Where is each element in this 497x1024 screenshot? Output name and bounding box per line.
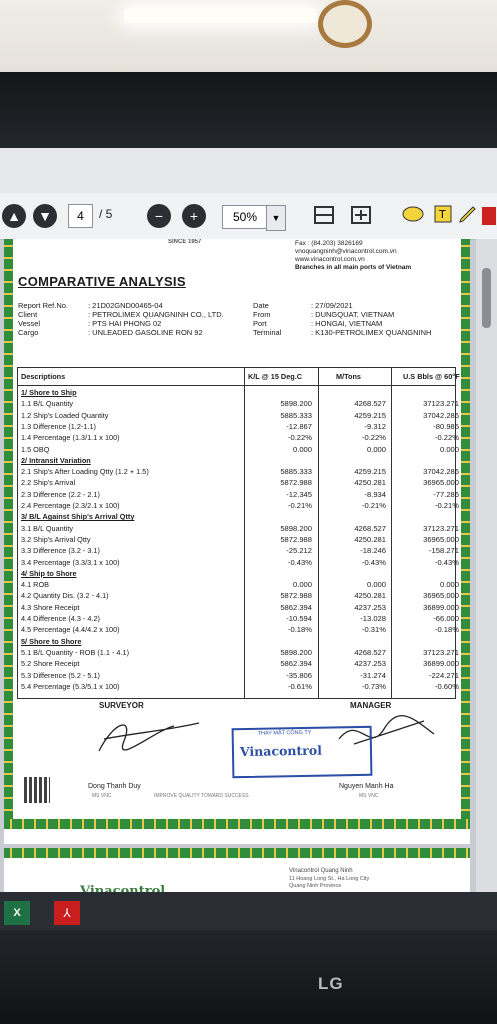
cell-mt: -0.73% (361, 681, 386, 691)
tab-bar (0, 148, 497, 193)
cell-kl: -0.22% (287, 433, 312, 443)
row-description: 2.1 Ship's After Loading Qtty (1.2 + 1.5) (21, 467, 149, 477)
cell-mt: 4250.281 (354, 591, 386, 601)
since-text: SINCE 1957 (168, 239, 202, 245)
cell-kl: 0.000 (292, 444, 312, 454)
info-label: Vessel (18, 319, 41, 328)
section-heading: 5/ Shore to Shore (21, 636, 82, 646)
next-page-border (4, 848, 470, 858)
row-description: 2.2 Ship's Arrival (21, 478, 76, 488)
header-bbls: U.S Bbls @ 60°F (403, 372, 460, 381)
cell-kl: 5898.200 (280, 399, 312, 409)
cell-bbl: -0.21% (434, 501, 459, 510)
cell-kl: 5862.394 (280, 602, 312, 612)
zoom-in-icon[interactable]: + (182, 204, 206, 228)
surveyor-code: MS VNC (92, 793, 112, 799)
fit-page-icon[interactable] (312, 204, 336, 226)
info-label: Date (253, 301, 269, 310)
cell-mt: -13.028 (360, 614, 386, 623)
next-page-address2: Quang Ninh Province (289, 883, 342, 889)
monitor-bezel-top (0, 72, 497, 148)
cell-bbl: -66.000 (433, 614, 459, 623)
row-description: 1.3 Difference (1.2-1.1) (21, 421, 96, 431)
row-description: 3.3 Difference (3.2 - 3.1) (21, 546, 100, 556)
website-text: www.vinacontrol.com.vn (295, 256, 365, 263)
cell-mt: 0.000 (366, 444, 386, 454)
manager-name: Nguyen Manh Ha (339, 783, 394, 790)
cell-kl: -0.18% (287, 625, 312, 635)
cell-bbl: 37123.271 (423, 523, 459, 533)
section-heading: 4/ Ship to Shore (21, 568, 77, 578)
row-description: 5.4 Percentage (5.3/5.1 x 100) (21, 681, 120, 691)
row-description: 1.4 Percentage (1.3/1.1 x 100) (21, 433, 120, 443)
info-label: Terminal (253, 328, 282, 337)
cell-kl: 5862.394 (280, 659, 312, 669)
slogan: IMPROVE QUALITY TOWARD SUCCESS (154, 793, 249, 799)
info-value: : 21D02GND00465-04 (88, 301, 163, 310)
cell-kl: 5885.333 (280, 467, 312, 477)
info-value: : K130-PETROLIMEX QUANGNINH (311, 328, 432, 337)
row-description: 5.1 B/L Quantity - ROB (1.1 - 4.1) (21, 647, 130, 657)
manager-label: MANAGER (350, 701, 392, 710)
next-page-address1: 11 Hoang Long St., Ha Long City (289, 876, 370, 882)
cell-kl: -10.594 (286, 614, 312, 623)
cell-bbl: 0.000 (439, 580, 459, 590)
info-value: : 27/09/2021 (311, 301, 353, 310)
zoom-dropdown-button[interactable]: ▼ (266, 205, 286, 231)
pdf-page (4, 239, 470, 844)
cell-mt: 4237.253 (354, 659, 386, 669)
row-description: 4.4 Difference (4.3 - 4.2) (21, 614, 100, 623)
stamp-top-text: THAY MẶT CÔNG TY (257, 729, 312, 737)
monitor-brand-logo: LG (318, 974, 344, 993)
cell-bbl: 37123.271 (423, 399, 459, 409)
cell-mt: 4237.253 (354, 602, 386, 612)
cell-mt: 0.000 (366, 580, 386, 590)
section-heading: 3/ B/L Against Ship's Arrival Qtty (21, 512, 135, 522)
cell-bbl: 36899.000 (423, 659, 459, 669)
cell-kl: -0.43% (287, 557, 312, 567)
cell-kl: 5872.988 (280, 478, 312, 488)
comparison-table (17, 367, 460, 699)
page-border-left (4, 239, 13, 829)
cell-kl: -0.61% (287, 681, 312, 691)
cell-mt: -9.312 (364, 421, 386, 431)
info-label: From (253, 310, 271, 319)
email-text: vnoquangninh@vinacontrol.com.vn (295, 248, 397, 255)
info-label: Port (253, 319, 267, 328)
cell-bbl: -0.43% (434, 557, 459, 567)
row-description: 2.4 Percentage (2.3/2.1 x 100) (21, 501, 120, 510)
company-stamp (232, 726, 373, 778)
cell-kl: -12.345 (286, 489, 312, 499)
pen-tool-icon[interactable] (456, 204, 480, 226)
cell-bbl: 37042.286 (423, 410, 459, 420)
row-description: 1.2 Ship's Loaded Quantity (21, 410, 109, 420)
fax-text: Fax : (84.203) 3826169 (295, 240, 363, 247)
surveyor-name: Dong Thanh Duy (88, 783, 141, 790)
manager-code: MS VNC (359, 793, 379, 799)
row-description: 1.5 OBQ (21, 444, 50, 454)
info-value: : PETROLIMEX QUANGNINH CO., LTD. (88, 310, 224, 319)
cell-mt: 4268.527 (354, 647, 386, 657)
row-description: 5.2 Shore Receipt (21, 659, 80, 669)
cell-kl: 5898.200 (280, 647, 312, 657)
cell-mt: -0.31% (361, 625, 386, 635)
header-mtons: M/Tons (336, 372, 361, 381)
fit-width-icon[interactable] (349, 204, 373, 226)
surveyor-signature (94, 711, 204, 759)
section-heading: 1/ Shore to Ship (21, 388, 77, 397)
cell-bbl: 37042.286 (423, 467, 459, 477)
cell-bbl: 36965.000 (423, 591, 459, 601)
cell-bbl: 36965.000 (423, 534, 459, 544)
page-total: / 5 (99, 207, 113, 221)
row-description: 4.5 Percentage (4.4/4.2 x 100) (21, 625, 120, 635)
cell-kl: -25.212 (286, 546, 312, 556)
cell-bbl: -224.271 (429, 670, 459, 680)
monitor-bezel-bottom (0, 930, 497, 1024)
cell-mt: -18.246 (360, 546, 386, 556)
zoom-level-field[interactable]: 50% (222, 205, 268, 229)
row-description: 1.1 B/L Quantity (21, 399, 74, 409)
previous-page-icon[interactable]: ▲ (2, 204, 26, 228)
info-label: Cargo (18, 328, 39, 337)
cell-bbl: 36899.000 (423, 602, 459, 612)
stamp-name: Vinacontrol (239, 742, 323, 760)
section-heading: 2/ Intransit Variation (21, 455, 91, 465)
cell-bbl: -158.271 (429, 546, 459, 556)
row-description: 5.3 Difference (5.2 - 5.1) (21, 670, 100, 680)
page-border-bottom (4, 819, 470, 829)
info-label: Report Ref.No. (18, 301, 69, 310)
text-tool-icon[interactable] (432, 204, 456, 226)
zoom-out-icon[interactable]: − (147, 204, 171, 228)
vertical-scrollbar[interactable] (476, 239, 497, 892)
monitor-screen (0, 148, 497, 936)
surveyor-label: SURVEYOR (99, 701, 144, 710)
cell-mt: -0.22% (361, 433, 386, 443)
cell-bbl: -77.286 (433, 489, 459, 499)
cell-mt: -0.21% (361, 501, 386, 510)
cell-kl: 0.000 (292, 580, 312, 590)
pdf-toolbar (0, 193, 497, 240)
cell-kl: 5885.333 (280, 410, 312, 420)
cell-kl: -0.21% (287, 501, 312, 510)
cell-mt: 4250.281 (354, 478, 386, 488)
red-tool-icon[interactable] (482, 207, 496, 225)
cell-mt: -31.274 (360, 670, 386, 680)
info-value: : DUNGQUAT, VIETNAM (311, 310, 395, 319)
cell-mt: -0.43% (361, 557, 386, 567)
header-kl: K/L @ 15 Deg.C (248, 372, 303, 381)
cell-bbl: -0.60% (434, 681, 459, 691)
row-description: 3.1 B/L Quantity (21, 523, 74, 533)
cell-mt: 4259.215 (354, 467, 386, 477)
cell-kl: 5872.988 (280, 534, 312, 544)
cell-mt: 4268.527 (354, 523, 386, 533)
cell-kl: -35.806 (286, 670, 312, 680)
info-value: : HONGAI, VIETNAM (311, 319, 383, 328)
wall-clock (318, 0, 372, 48)
excel-taskbar-icon[interactable]: X (4, 901, 30, 925)
svg-text:T: T (439, 208, 446, 221)
cell-kl: 5872.988 (280, 591, 312, 601)
next-page-icon[interactable]: ▼ (33, 204, 57, 228)
row-description: 4.3 Shore Receipt (21, 602, 80, 612)
cell-kl: -12.867 (286, 421, 312, 431)
cell-bbl: 37123.271 (423, 647, 459, 657)
page-border-right (461, 239, 470, 829)
row-description: 4.1 ROB (21, 580, 49, 590)
row-description: 2.3 Difference (2.2 - 2.1) (21, 489, 100, 499)
cell-bbl: -0.18% (434, 625, 459, 635)
branches-text: Branches in all main ports of Vietnam (295, 264, 412, 271)
cell-mt: 4250.281 (354, 534, 386, 544)
row-description: 4.2 Quantity Dis. (3.2 - 4.1) (21, 591, 109, 601)
cell-mt: 4268.527 (354, 399, 386, 409)
cell-bbl: -80.985 (433, 421, 459, 431)
info-value: : PTS HAI PHONG 02 (88, 319, 162, 328)
info-label: Client (18, 310, 38, 319)
cell-bbl: 0.000 (439, 444, 459, 454)
row-description: 3.2 Ship's Arrival Qtty (21, 534, 91, 544)
cell-bbl: -0.22% (434, 433, 459, 443)
comment-icon[interactable] (401, 204, 425, 226)
document-title: COMPARATIVE ANALYSIS (18, 274, 186, 289)
next-page-company: Vinacontrol Quang Ninh (289, 868, 353, 874)
cell-mt: 4259.215 (354, 410, 386, 420)
header-descriptions: Descriptions (21, 372, 66, 381)
ceiling-lamp (124, 8, 316, 23)
row-description: 3.4 Percentage (3.3/3.1 x 100) (21, 557, 120, 567)
cell-bbl: 36965.000 (423, 478, 459, 488)
qr-code (24, 777, 50, 803)
scrollbar-thumb[interactable] (482, 268, 491, 328)
page-number-input[interactable]: 4 (68, 204, 93, 228)
cell-mt: -8.934 (364, 489, 386, 499)
info-value: : UNLEADED GASOLINE RON 92 (88, 328, 203, 337)
cell-kl: 5898.200 (280, 523, 312, 533)
pdf-taskbar-icon[interactable]: ⅄ (54, 901, 80, 925)
